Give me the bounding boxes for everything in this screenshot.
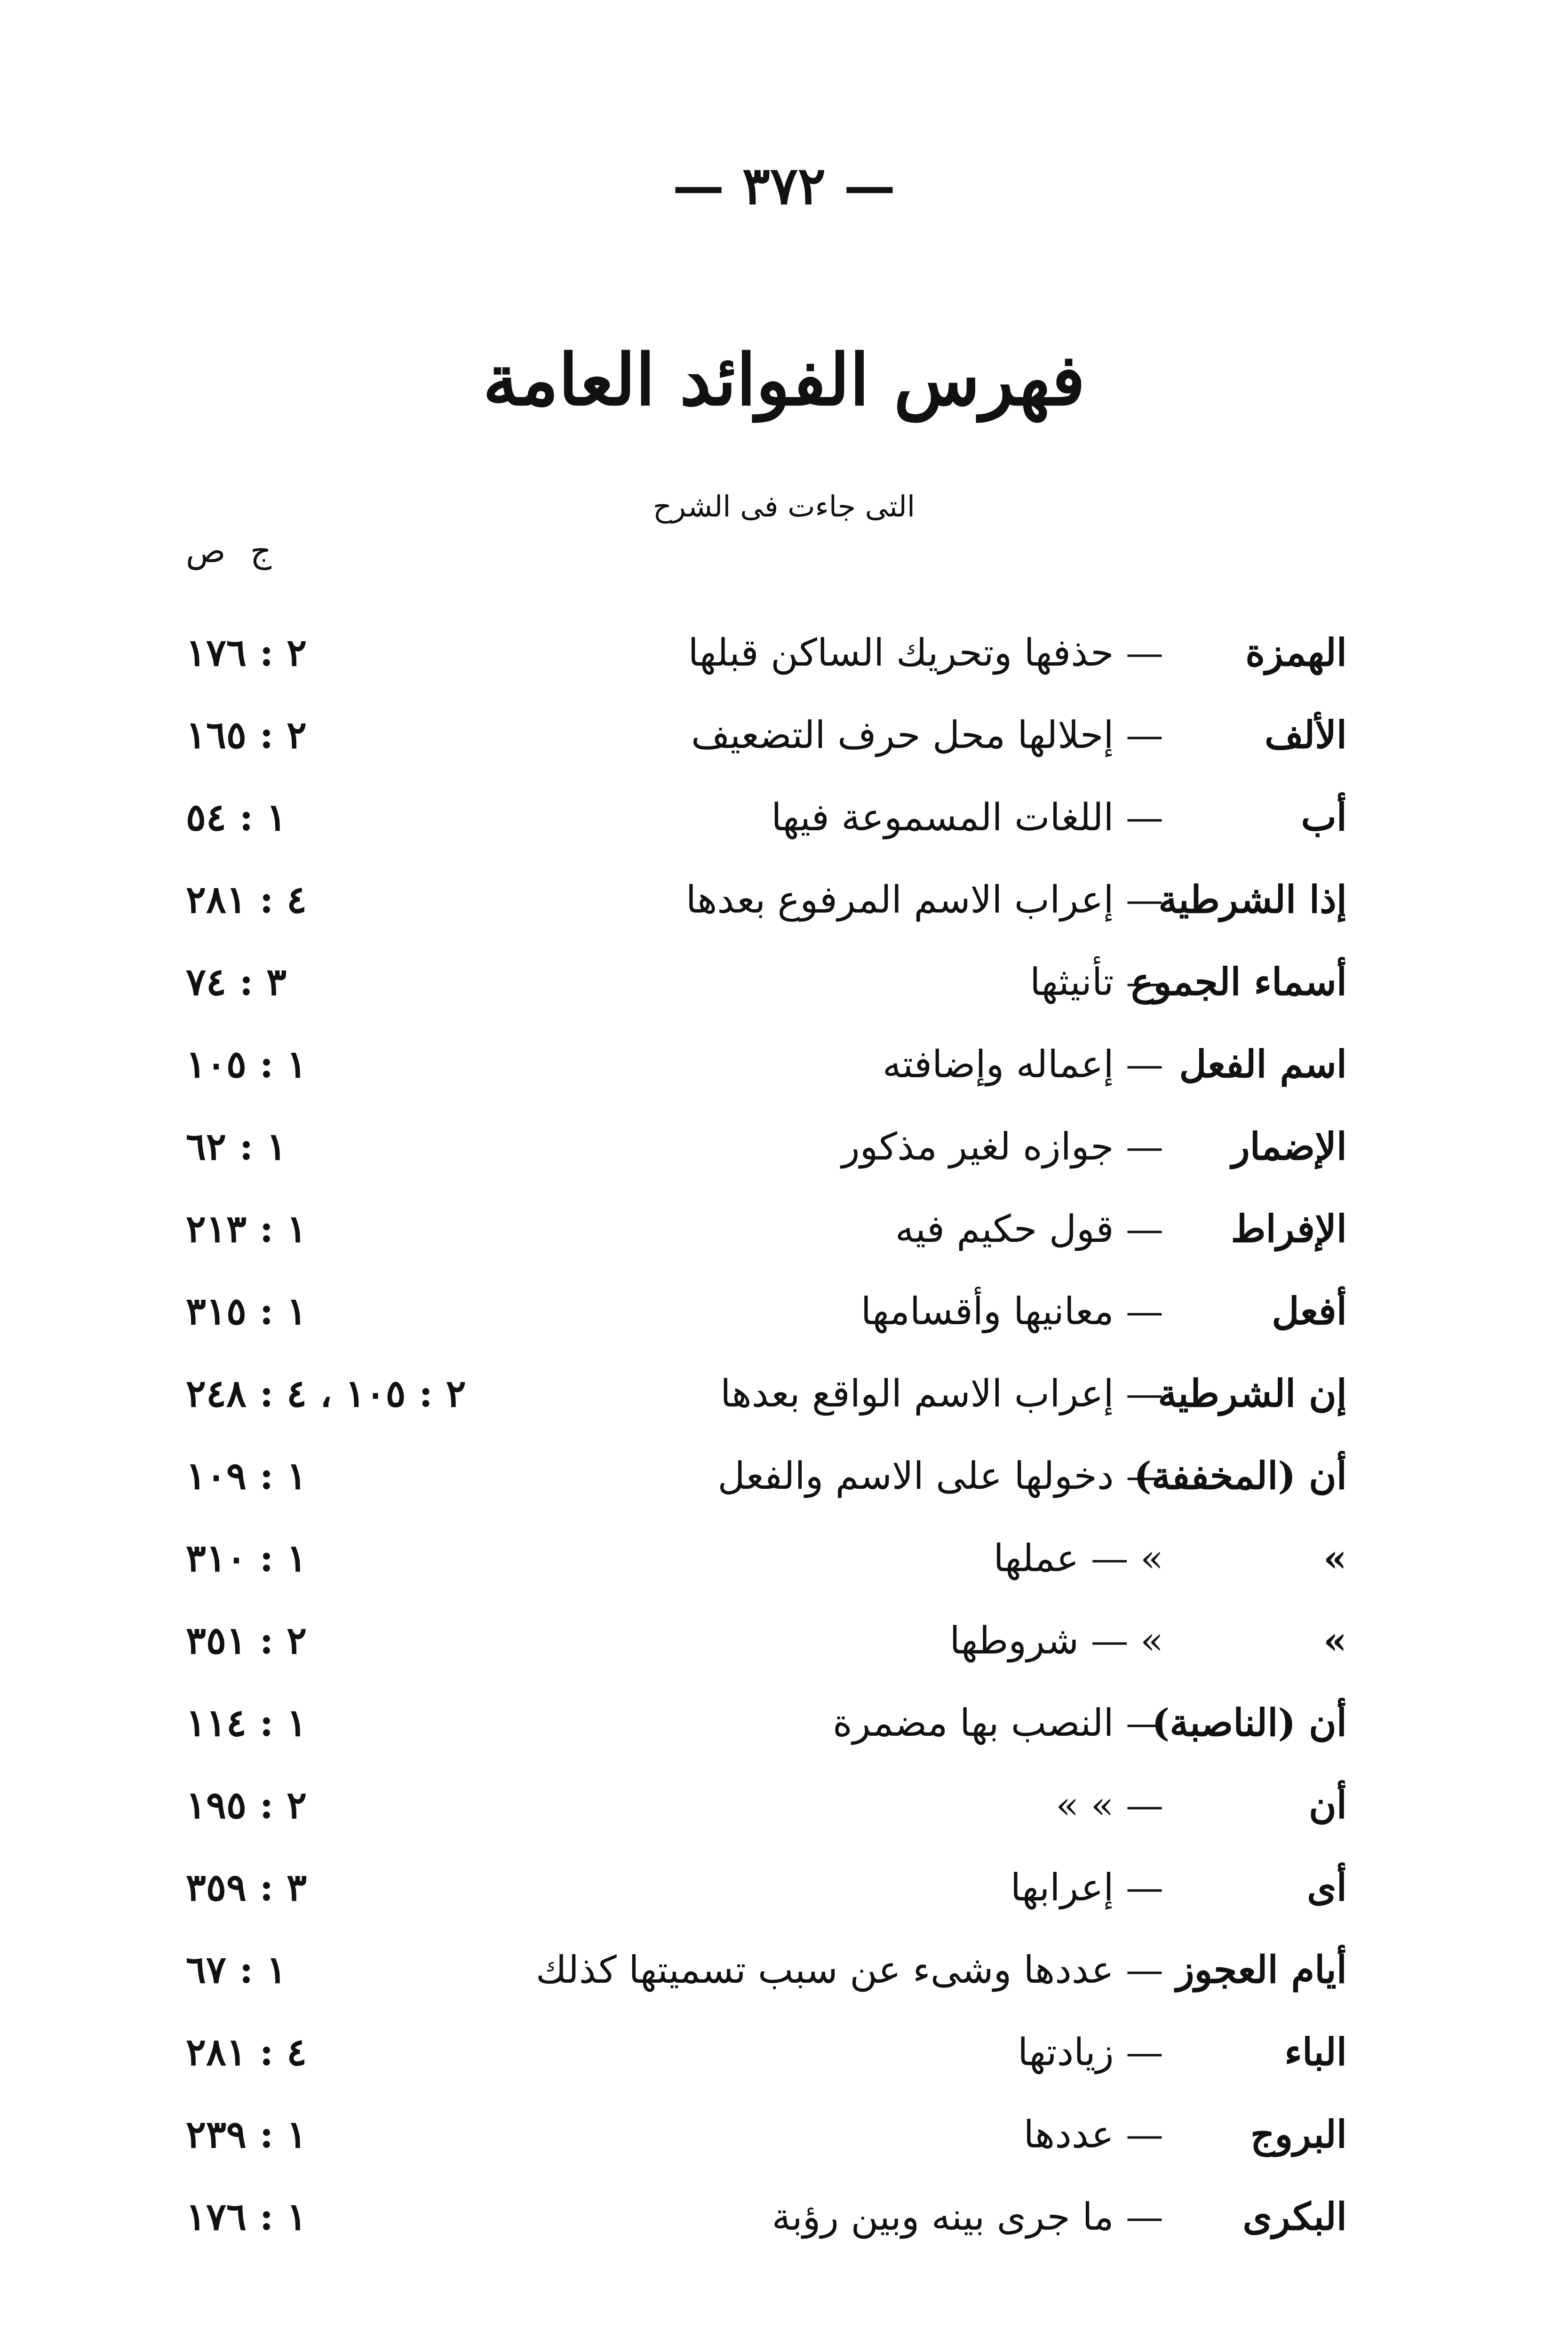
entry-description: — » » — [1056, 1783, 1163, 1827]
entry-reference: ١ : ١٧٦ — [186, 2194, 307, 2239]
entry-reference: ٤ : ٢٨١ — [186, 877, 307, 922]
column-header-volume-page: ج ص — [186, 532, 272, 570]
entry-description: — حذفها وتحريك الساكن قبلها — [688, 631, 1163, 675]
entry-term: الألف — [1264, 713, 1347, 757]
entry-description: — جوازه لغير مذكور — [842, 1125, 1163, 1168]
entry-reference: ١ : ١٠٩ — [186, 1454, 307, 1498]
entry-description: — عددها — [1023, 2113, 1163, 2156]
index-entry — [0, 1023, 1568, 1105]
entry-term: البروج — [1250, 2112, 1347, 2156]
page-number: — ٣٧٢ — — [672, 155, 896, 216]
entry-term: أسماء الجموع — [1131, 960, 1347, 1004]
entry-term: الإضمار — [1231, 1124, 1347, 1168]
entry-term: اسم الفعل — [1179, 1042, 1347, 1086]
index-entry — [0, 1352, 1568, 1435]
entry-term: إذا الشرطية — [1158, 877, 1347, 922]
entry-reference: ١ : ٦٢ — [186, 1124, 287, 1168]
entry-description: — إعماله وإضافته — [882, 1042, 1163, 1086]
entry-reference: ٢ : ٣٥١ — [186, 1618, 307, 1662]
index-entry — [0, 1188, 1568, 1270]
entry-description: — تأنيثها — [1030, 960, 1163, 1004]
entry-term: » — [1323, 1536, 1347, 1580]
entry-term: أب — [1301, 795, 1347, 839]
index-entry — [0, 1846, 1568, 1929]
entry-term: إن الشرطية — [1158, 1371, 1347, 1415]
entry-description: — زيادتها — [1018, 2030, 1163, 2074]
entry-term: أيام العجوز — [1176, 1947, 1347, 1992]
entry-reference: ١ : ٣١٠ — [186, 1536, 307, 1580]
index-entry — [0, 858, 1568, 941]
entry-reference: ١ : ٢٣٩ — [186, 2112, 307, 2156]
index-entry — [0, 1517, 1568, 1599]
entry-reference: ٣ : ٧٤ — [186, 960, 287, 1004]
entry-description: — دخولها على الاسم والفعل — [717, 1454, 1163, 1498]
entry-description: — النصب بها مضمرة — [832, 1701, 1163, 1745]
entry-term: » — [1323, 1618, 1347, 1662]
entry-reference: ١ : ٦٧ — [186, 1947, 287, 1992]
entry-term: الهمزة — [1245, 630, 1347, 675]
entry-reference: ١ : ١٠٥ — [186, 1042, 307, 1086]
entry-term: أفعل — [1272, 1289, 1347, 1333]
index-entry — [0, 1764, 1568, 1846]
index-entry — [0, 1682, 1568, 1764]
entry-description: — إعراب الاسم الواقع بعدها — [720, 1372, 1163, 1415]
entry-description: » — شروطها — [949, 1619, 1163, 1662]
entry-reference: ٢ : ١٧٦ — [186, 630, 307, 675]
entry-reference: ١ : ٣١٥ — [186, 1289, 307, 1333]
entry-reference: ٢ : ١٦٥ — [186, 713, 307, 757]
entry-term: البكرى — [1242, 2194, 1347, 2239]
page-subtitle: التى جاءت فى الشرح — [653, 489, 915, 524]
entry-description: » — عملها — [993, 1536, 1163, 1580]
entry-reference: ٢ : ١٠٥ ، ٤ : ٢٤٨ — [186, 1371, 466, 1415]
entry-term: أن (المخففة) — [1134, 1454, 1347, 1498]
index-entry — [0, 776, 1568, 858]
entry-description: — ما جرى بينه وبين رؤبة — [772, 2195, 1163, 2239]
entry-reference: ٣ : ٣٥٩ — [186, 1865, 307, 1909]
entry-reference: ١ : ١١٤ — [186, 1700, 307, 1745]
index-entry — [0, 2176, 1568, 2258]
index-entry — [0, 1435, 1568, 1517]
entry-description: — معانيها وأقسامها — [860, 1289, 1163, 1333]
entry-description: — إحلالها محل حرف التضعيف — [691, 713, 1163, 757]
page-title: فهرس الفوائد العامة — [483, 339, 1085, 421]
entry-description: — عددها وشىء عن سبب تسميتها كذلك — [535, 1948, 1163, 1992]
index-entry — [0, 1270, 1568, 1352]
entry-term: الإفراط — [1231, 1207, 1347, 1251]
entry-term: الباء — [1284, 2030, 1347, 2074]
index-entry — [0, 1105, 1568, 1188]
index-entry — [0, 1929, 1568, 2011]
entry-reference: ٢ : ١٩٥ — [186, 1783, 307, 1827]
entry-description: — اللغات المسموعة فيها — [771, 795, 1163, 839]
index-entry — [0, 2011, 1568, 2093]
index-entry — [0, 694, 1568, 776]
index-entry — [0, 941, 1568, 1023]
entry-term: أن (الناصبة) — [1152, 1700, 1347, 1745]
entry-description: — إعراب الاسم المرفوع بعدها — [685, 878, 1163, 922]
entry-description: — قول حكيم فيه — [895, 1207, 1163, 1251]
index-entry — [0, 612, 1568, 694]
entry-reference: ١ : ٢١٣ — [186, 1207, 307, 1251]
entry-reference: ٤ : ٢٨١ — [186, 2030, 307, 2074]
entry-term: أى — [1307, 1865, 1347, 1909]
index-entry — [0, 1599, 1568, 1682]
index-entry — [0, 2093, 1568, 2176]
entry-reference: ١ : ٥٤ — [186, 795, 287, 839]
entry-description: — إعرابها — [1010, 1866, 1163, 1909]
entry-term: أن — [1309, 1783, 1347, 1827]
